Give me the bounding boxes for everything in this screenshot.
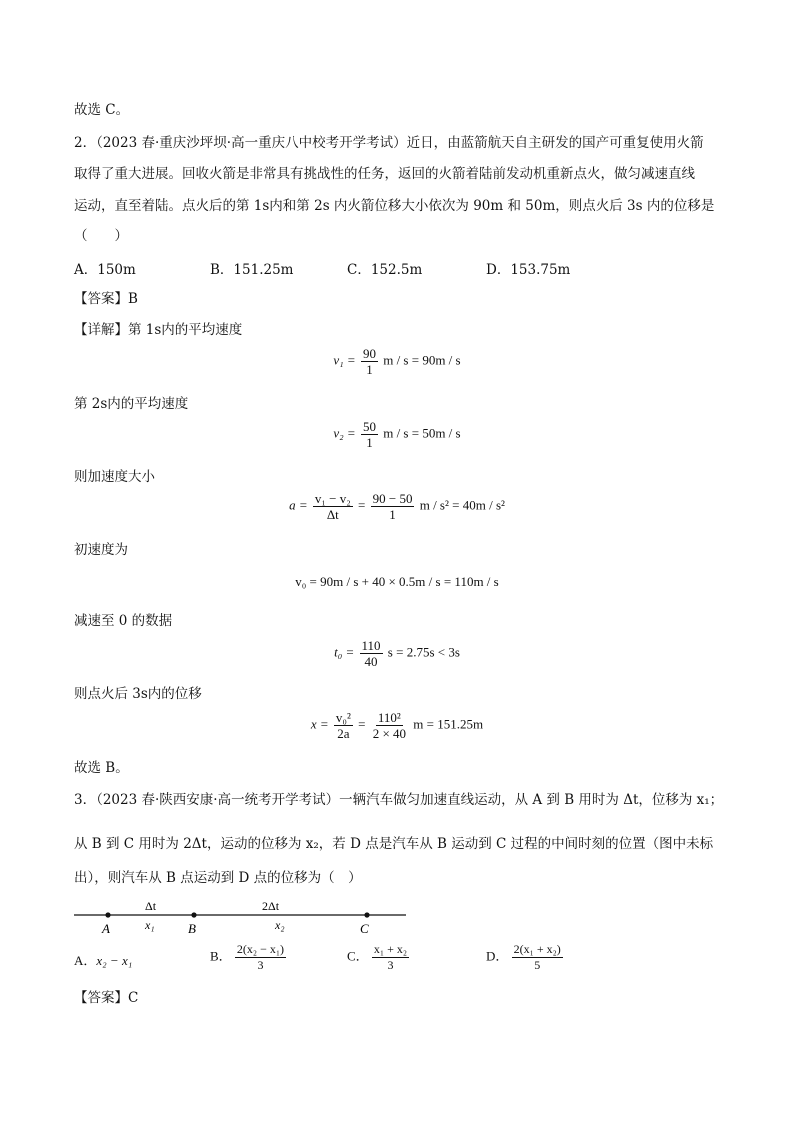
text-line: 故选 B。 [74,760,129,776]
text-line: 则点火后 3s内的位移 [74,686,202,702]
option-a: A．x₂ − x₁ [74,953,133,968]
option-d: D．153.75m [486,262,571,278]
point-c-marker [364,912,369,917]
point-b-marker [191,912,196,917]
formula-v2: v₂ = $\frac{50}{1}$ m / s = 50m / s [333,419,461,450]
label-dt: Δt [145,899,157,913]
question-2-line: 运动，直至着陆。点火后的第 1s内和第 2s 内火箭位移大小依次为 90m 和 50m，则点火后 3s 内的位移是 [74,198,715,214]
option-a: A．150m [74,262,136,278]
label-c: C [360,921,369,936]
motion-diagram [0,895,794,945]
option-d: D． $\frac{\text{2(x₁ + x₂)}}{5}$ [486,942,561,972]
text-line: 第 2s内的平均速度 [74,396,189,412]
question-3-line: 出），则汽车从 B 点运动到 D 点的位移为（ ） [74,870,362,886]
text-line: 减速至 0 的数据 [74,613,173,629]
point-a-marker [105,912,110,917]
formula-t0: t₀ = $\frac{110}{40}$ s = 2.75s < 3s [334,638,460,669]
text-line: 则加速度大小 [74,469,155,485]
question-2-line: 取得了重大进展。回收火箭是非常具有挑战性的任务，返回的火箭着陆前发动机重新点火，做匀减速直线 [74,166,695,182]
question-3-line: 从 B 到 C 用时为 2Δt，运动的位移为 x₂，若 D 点是汽车从 B 运动到 C 过程的中间时刻的位置（图中未标 [74,836,714,852]
option-b: B． $\frac{\text{2(x₂ − x₁)}}{3}$ [210,942,285,972]
text-line: 故选 C。 [74,102,130,118]
formula-acceleration: a = $\frac{\text{v₁ − v₂}}{\Delta t}$ = $\frac{90 - 50}{1}$ m / s² = 40m / s² [289,491,505,522]
label-x1: x₁ [145,918,155,932]
option-b: B．151.25m [210,262,294,278]
answer: 【答案】B [74,291,138,307]
detail-heading: 【详解】第 1s内的平均速度 [74,322,243,338]
label-a: A [102,921,110,936]
question-2-line: （ ） [74,228,128,244]
formula-displacement: x = $\frac{\text{v₀²}}{2a}$ = $\frac{\text{110²}}{2 \times 40}$ m = 151.25m [310,710,484,741]
label-x2: x₂ [275,918,285,932]
formula-v0: v₀ = 90m / s + 40 × 0.5m / s = 110m / s [295,574,499,589]
option-c: C． $\frac{\text{x₁ + x₂}}{3}$ [347,942,408,972]
question-3-line: 3．（2023 春·陕西安康·高一统考开学考试）一辆汽车做匀加速直线运动，从 A 到 B 用时为 Δt，位移为 x₁； [74,792,724,808]
label-2dt: 2Δt [262,899,280,913]
option-c: C．152.5m [347,262,423,278]
question-2-line: 2．（2023 春·重庆沙坪坝·高一重庆八中校考开学考试）近日，由蓝箭航天自主研发的国产可重复使用火箭 [74,135,704,151]
label-b: B [188,921,196,936]
answer: 【答案】C [74,990,139,1006]
formula-v1: v₁ = $\frac{90}{1}$ m / s = 90m / s [333,346,461,377]
text-line: 初速度为 [74,542,128,558]
